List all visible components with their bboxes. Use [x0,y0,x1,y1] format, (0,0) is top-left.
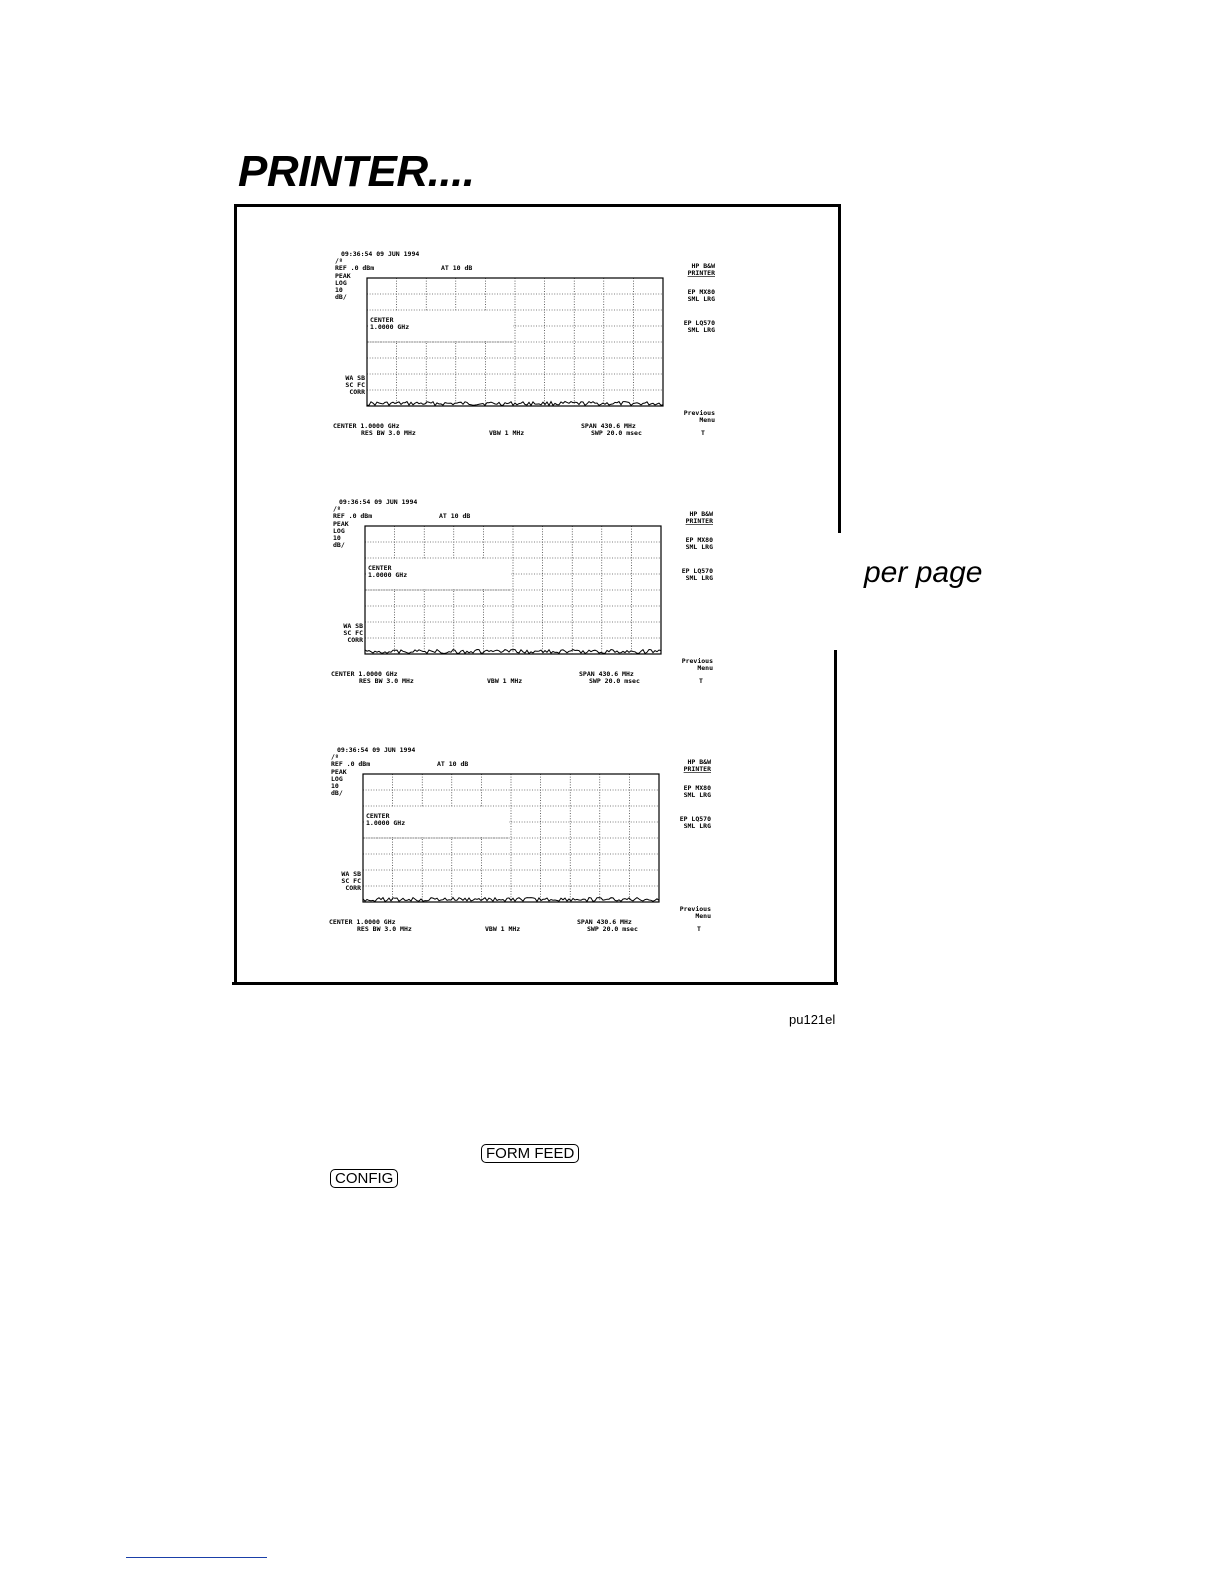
ref-level-text: REF .0 dBm [333,512,373,520]
scale-line: PEAK [333,520,349,528]
frame-right-border-lower [834,650,837,985]
softkey-line1: HP B&W [687,758,711,766]
status-line: SC FC [343,629,363,637]
center-freq-text: CENTER 1.0000 GHz [329,918,396,926]
scale-line: PEAK [335,272,351,280]
softkey-line1: EP MX80 [685,536,713,544]
print-example-frame [234,204,841,984]
scale-line: PEAK [331,768,347,776]
res-bw-text: RES BW 3.0 MHz [357,925,412,933]
ref-level-text: REF .0 dBm [331,760,371,768]
span-text: SPAN 430.6 MHz [579,670,634,678]
span-text: SPAN 430.6 MHz [581,422,636,430]
softkey-line1: EP LQ570 [681,567,713,575]
sweep-text: SWP 20.0 msec [589,677,640,685]
timestamp-text: 09:36:54 09 JUN 1994 [341,250,420,258]
trigger-text: T [697,925,701,933]
center-value: 1.0000 GHz [370,323,410,331]
frame-right-border-upper [838,204,841,533]
softkey-line1: EP MX80 [683,784,711,792]
analyzer-screen-graphic [329,494,749,694]
scale-line: dB/ [331,789,343,797]
status-line: CORR [347,636,363,644]
softkey-line1: Previous [681,657,713,665]
sweep-text: SWP 20.0 msec [587,925,638,933]
attenuation-text: AT 10 dB [437,760,469,768]
softkey-line1: EP LQ570 [683,319,715,327]
softkey-line2: PRINTER [687,269,715,277]
status-line: SC FC [345,381,365,389]
center-value: 1.0000 GHz [368,571,408,579]
status-line: SC FC [341,877,361,885]
status-line: CORR [345,884,361,892]
softkey-line2: Menu [699,416,715,424]
noise-trace [367,402,663,406]
analyzer-screen-graphic [331,246,751,446]
softkey-line2: SML LRG [687,326,715,334]
res-bw-text: RES BW 3.0 MHz [359,677,414,685]
form-feed-key[interactable]: FORM FEED [481,1144,579,1163]
center-freq-text: CENTER 1.0000 GHz [333,422,400,430]
scale-line: dB/ [335,293,347,301]
analyzer-screen-graphic [327,742,747,942]
timestamp-text: 09:36:54 09 JUN 1994 [337,746,416,754]
timestamp-text: 09:36:54 09 JUN 1994 [339,498,418,506]
scale-line: LOG [331,775,343,783]
status-line: WA SB [341,870,361,878]
scale-line: LOG [333,527,345,535]
marker-glyph: ∕º [333,505,341,513]
softkey-line2: PRINTER [683,765,711,773]
status-line: WA SB [345,374,365,382]
scale-line: 10 [333,534,341,542]
frame-top-border [234,204,841,207]
softkey-line1: EP MX80 [687,288,715,296]
config-key[interactable]: CONFIG [330,1169,398,1188]
footer-rule [126,1557,267,1558]
scale-line: LOG [335,279,347,287]
figure-id: pu121el [789,1012,836,1027]
softkey-line1: Previous [683,409,715,417]
status-line: WA SB [343,622,363,630]
per-page-text: per page [864,556,983,589]
trigger-text: T [699,677,703,685]
softkey-line2: Menu [697,664,713,672]
softkey-line2: SML LRG [683,822,711,830]
center-label: CENTER [366,812,390,820]
softkey-line2: Menu [695,912,711,920]
softkey-line1: HP B&W [689,510,713,518]
marker-glyph: ∕º [331,753,339,761]
status-line: CORR [349,388,365,396]
scale-line: 10 [331,782,339,790]
softkey-line2: SML LRG [687,295,715,303]
center-label: CENTER [368,564,392,572]
page-heading: PRINTER.... [238,147,475,196]
vbw-text: VBW 1 MHz [485,925,521,933]
scale-line: 10 [335,286,343,294]
softkey-line1: Previous [679,905,711,913]
vbw-text: VBW 1 MHz [487,677,523,685]
softkey-line1: HP B&W [691,262,715,270]
frame-left-border [234,204,237,985]
ref-level-text: REF .0 dBm [335,264,375,272]
span-text: SPAN 430.6 MHz [577,918,632,926]
frame-bottom-border [232,982,838,985]
vbw-text: VBW 1 MHz [489,429,525,437]
marker-glyph: ∕º [335,257,343,265]
scale-line: dB/ [333,541,345,549]
center-value: 1.0000 GHz [366,819,406,827]
softkey-line2: SML LRG [685,543,713,551]
sweep-text: SWP 20.0 msec [591,429,642,437]
attenuation-text: AT 10 dB [441,264,473,272]
softkey-line2: PRINTER [685,517,713,525]
trigger-text: T [701,429,705,437]
center-label: CENTER [370,316,394,324]
softkey-line1: EP LQ570 [679,815,711,823]
res-bw-text: RES BW 3.0 MHz [361,429,416,437]
attenuation-text: AT 10 dB [439,512,471,520]
softkey-line2: SML LRG [685,574,713,582]
softkey-line2: SML LRG [683,791,711,799]
center-freq-text: CENTER 1.0000 GHz [331,670,398,678]
